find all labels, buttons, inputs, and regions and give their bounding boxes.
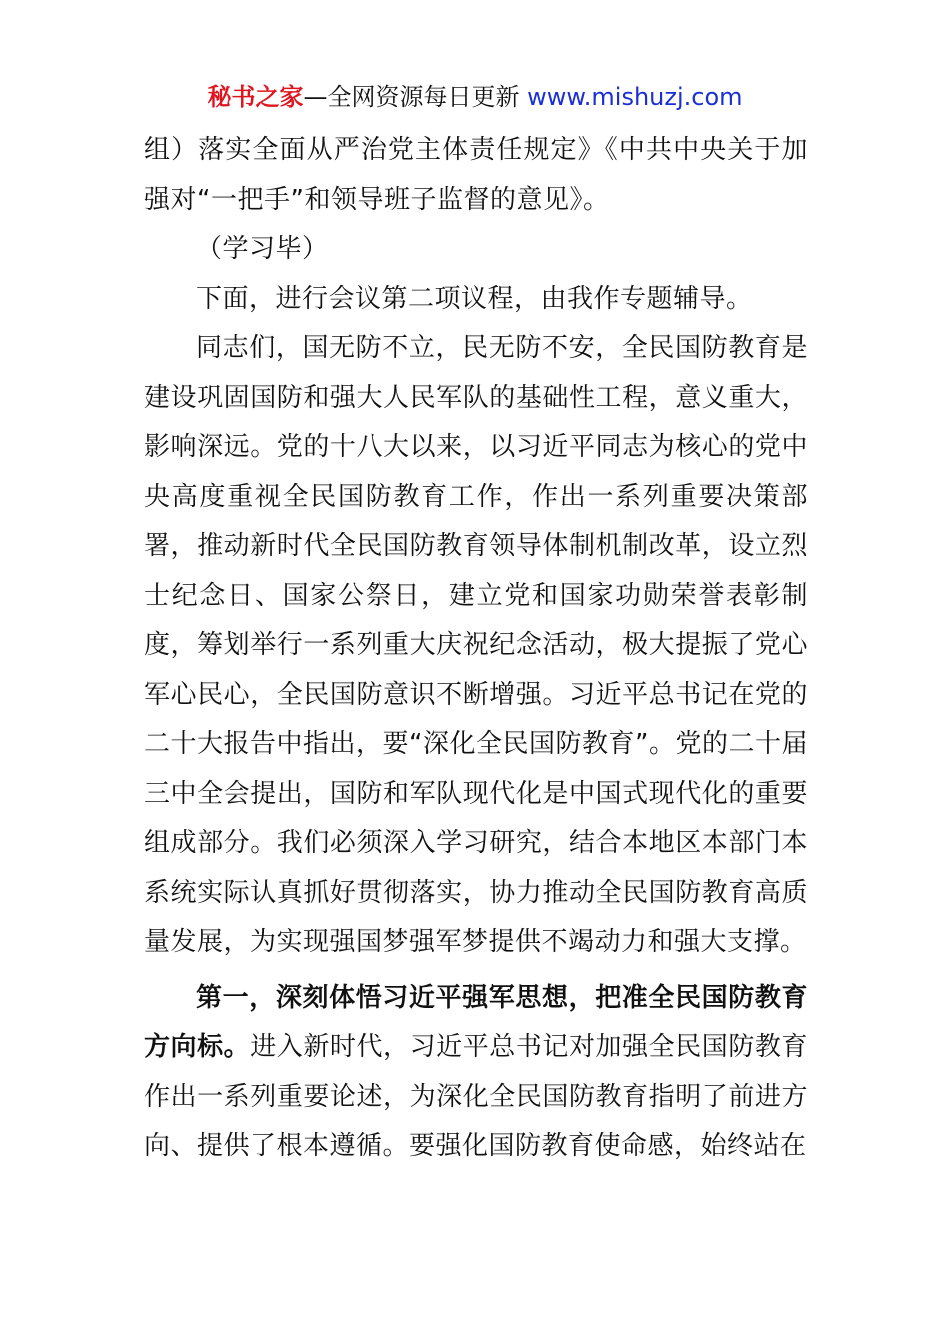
paragraph-continued: 组）落实全面从严治党主体责任规定》《中共中央关于加强对“一把手”和领导班子监督的意见》。 xyxy=(144,135,808,215)
paragraph-agenda: 下面，进行会议第二项议程，由我作专题辅导。 xyxy=(196,283,753,314)
site-tagline: —全网资源每日更新 xyxy=(303,83,520,111)
document-body xyxy=(144,126,808,1172)
paragraph-study-end: （学习毕） xyxy=(196,234,329,264)
site-url-link[interactable]: www.mishuzj.com xyxy=(527,83,743,111)
section-one-heading: 第一，深刻体悟习近平强军思想，把准全民国防教育方向标。 xyxy=(144,982,808,1062)
site-header xyxy=(0,80,950,114)
section-one-body: 进入新时代，习近平总书记对加强全民国防教育作出一系列重要论述，为深化全民国防教育指明了前进方向、提供了根本遵循。要强化国防教育使命感，始终站在 xyxy=(144,1032,808,1161)
paragraph-section-one xyxy=(144,974,808,1172)
site-brand: 秘书之家 xyxy=(207,83,304,111)
paragraph-intro: 同志们，国无防不立，民无防不安，全民国防教育是建设巩固国防和强大人民军队的基础性工程，意义重大，影响深远。党的十八大以来，以习近平同志为核心的党中央高度重视全民国防教育工作，作出一系列重要决策部署，推动新时代全民国防教育领导体制机制改革，设立烈士纪念日、国家公祭日，建立党和国家功勋荣誉表彰制度，筹划举行一系列重大庆祝纪念活动，极大提振了党心军心民心，全民国防意识不断增强。习近平总书记在党的二十大报告中指出，要“深化全民国防教育”。党的二十届三中全会提出，国防和军队现代化是中国式现代化的重要组成部分。我们必须深入学习研究，结合本地区本部门本系统实际认真抓好贯彻落实，协力推动全民国防教育高质量发展，为实现强国梦强军梦提供不竭动力和强大支撑。 xyxy=(144,333,808,957)
